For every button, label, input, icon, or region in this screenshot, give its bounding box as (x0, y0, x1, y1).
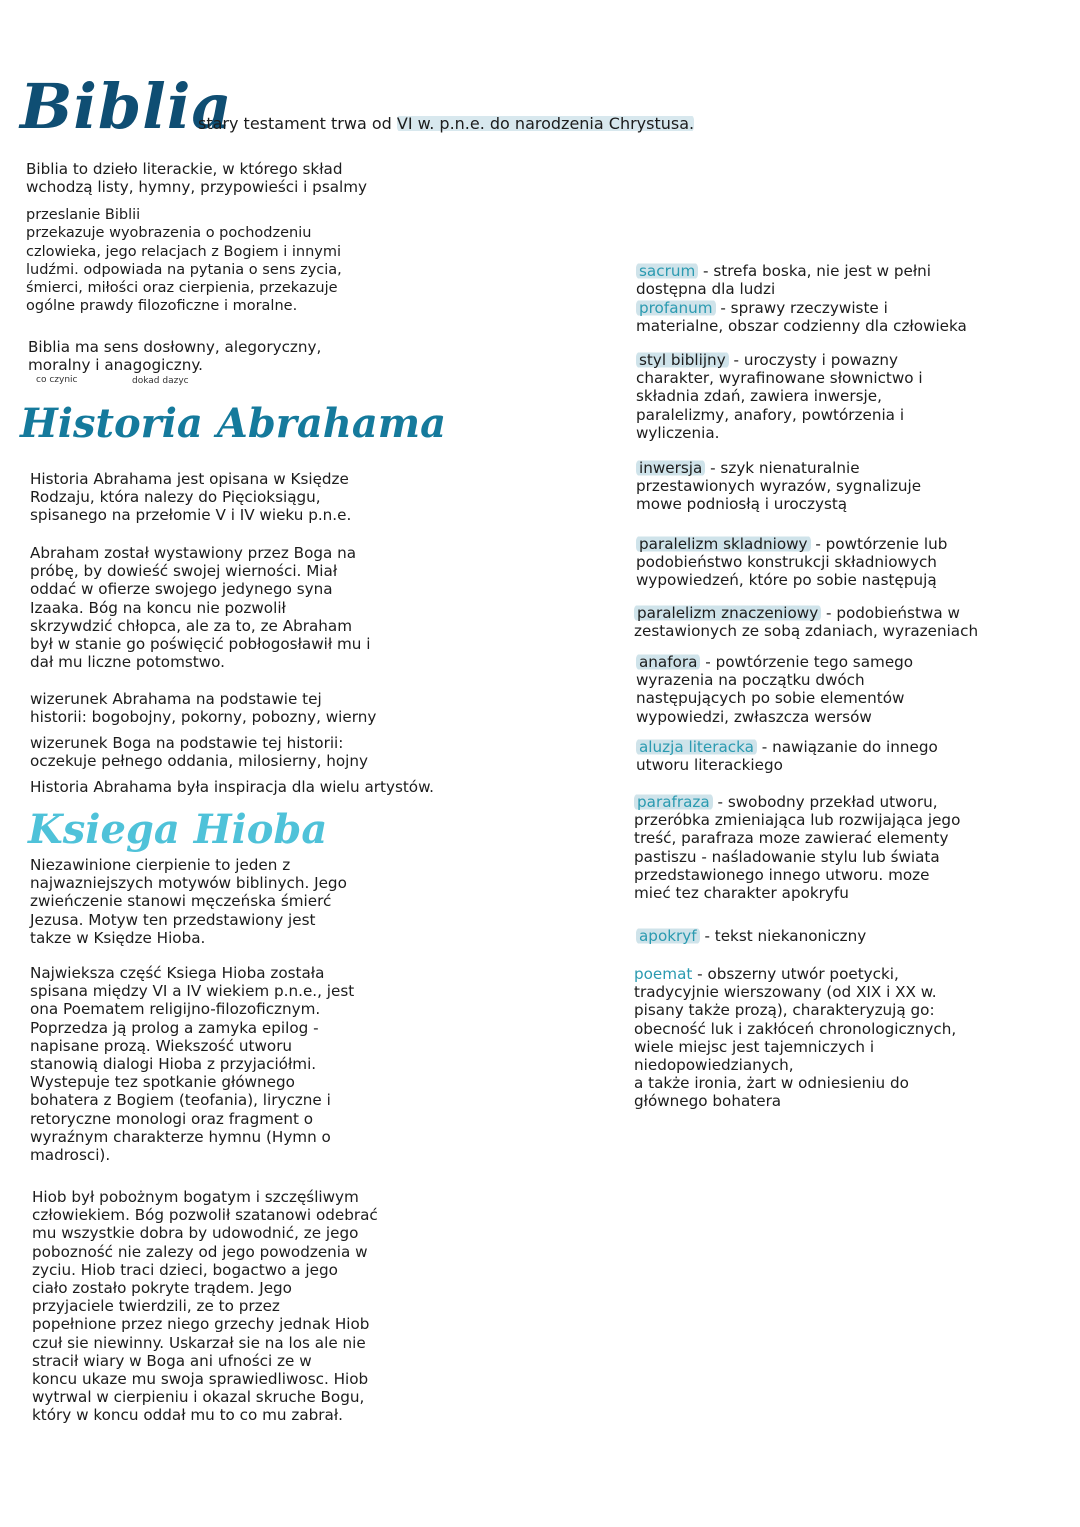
hiob-title: Ksiega Hioba (28, 806, 328, 853)
abraham-paragraph-1: Historia Abrahama jest opisana w Księdze Rodzaju, która nalezy do Pięcioksiągu, spisanego na przełomie V i IV wieku p.n.e. (30, 470, 352, 525)
biblia-title: Biblia (20, 70, 233, 143)
term-sacrum: sacrum - strefa boska, nie jest w pełni dostępna dla ludzi (636, 262, 931, 299)
abraham-paragraph-3: wizerunek Abrahama na podstawie tej historii: bogobojny, pokorny, pobozny, wierny (30, 690, 377, 727)
term-profanum: profanum - sprawy rzeczywiste i materialne, obszar codzienny dla człowieka (636, 299, 967, 336)
biblia-subtitle: stary testament trwa od VI w. p.n.e. do narodzenia Chrystusa. (198, 114, 695, 133)
term-apokryf: apokryf - tekst niekanoniczny (636, 927, 866, 945)
term-paralelizm-skladniowy: paralelizm skladniowy - powtórzenie lub podobieństwo konstrukcji składniowych wypowiedzeń, które po sobie następują (636, 535, 948, 590)
term-poemat: poemat - obszerny utwór poetycki, tradycyjnie wierszowany (od XIX i XX w. pisany także prozą), charakteryzują go: obecność luk i zakłóceń chronologicznych, wiele miejsc jest tajemniczych i niedopowiedzianych, a także ironia, żart w odniesieniu do głównego bohatera (634, 965, 957, 1111)
abraham-paragraph-5: Historia Abrahama była inspiracja dla wielu artystów. (30, 778, 434, 796)
biblia-paragraph-2: przeslanie Biblii przekazuje wyobrazenia o pochodzeniu czlowieka, jego relacjach z Bogiem i innymi ludźmi. odpowiada na pytania o sens zycia, śmierci, miłości oraz cierpienia, przekazuje ogólne prawdy filozoficzne i moralne. (26, 207, 342, 315)
hiob-paragraph-2: Najwieksza część Ksiega Hioba została spisana między VI a IV wiekiem p.n.e., jest ona Poematem religijno-filozoficznym. Poprzedza ją prolog a zamyka epilog - napisane prozą. Wiekszość utworu stanowią dialogi Hioba z przyjaciółmi. Wystepuje tez spotkanie głównego bohatera z Bogiem (teofania), liryczne i retoryczne monologi oraz fragment o wyraźnym charakterze hymnu (Hymn o madrosci). (30, 964, 355, 1165)
abraham-paragraph-4: wizerunek Boga na podstawie tej historii: oczekuje pełnego oddania, milosierny, hojny (30, 734, 369, 771)
abraham-paragraph-2: Abraham został wystawiony przez Boga na próbę, by dowieść swojej wierności. Miał oddać w ofierze swojego jedynego syna Izaaka. Bóg na koncu nie pozwolił skrzywdzić chłopca, ale za to, ze Abraham był w stanie go poświęcić pobłogosławił mu i dał mu liczne potomstwo. (30, 544, 371, 672)
biblia-note-anagogic: dokad dazyc (132, 376, 189, 386)
biblia-note-moral: co czynic (36, 375, 78, 385)
hiob-paragraph-3: Hiob był pobożnym bogatym i szczęśliwym człowiekiem. Bóg pozwolił szatanowi odebrać mu wszystkie dobra by udowodnić, ze jego pobozność nie zalezy od jego powodzenia w zyciu. Hiob traci dzieci, bogactwo a jego ciało zostało pokryte trądem. Jego przyjaciele twierdzili, ze to przez popełnione przez niego grzechy jednak Hiob czuł sie niewinny. Uskarzał sie na los ale nie stracił wiary w Boga ani ufności ze w koncu ukaze mu swoja sprawiedliwosc. Hiob wytrwal w cierpieniu i okazal skruche Bogu, który w koncu oddał mu to co mu zabrał. (32, 1188, 378, 1425)
term-styl-biblijny: styl biblijny - uroczysty i powazny charakter, wyrafinowane słownictwo i składnia zdań, zawiera inwersje, paralelizmy, anafory, powtórzenia i wyliczenia. (636, 351, 923, 442)
biblia-paragraph-3: Biblia ma sens dosłowny, alegoryczny, moralny i anagogiczny. (28, 338, 322, 375)
hiob-paragraph-1: Niezawinione cierpienie to jeden z najwazniejszych motywów biblinych. Jego zwieńczenie stanowi męczeńska śmierć Jezusa. Motyw ten przedstawiony jest takze w Księdze Hioba. (30, 856, 347, 947)
term-paralelizm-znaczeniowy: paralelizm znaczeniowy - podobieństwa w zestawionych ze sobą zdaniach, wyrazeniach (634, 604, 979, 641)
term-inwersja: inwersja - szyk nienaturalnie przestawionych wyrazów, sygnalizuje mowe podniosłą i uroczystą (636, 459, 922, 514)
biblia-paragraph-1: Biblia to dzieło literackie, w którego skład wchodzą listy, hymny, przypowieści i psalmy (26, 160, 368, 197)
term-anafora: anafora - powtórzenie tego samego wyrazenia na początku dwóch następujących po sobie elementów wypowiedzi, zwłaszcza wersów (636, 653, 914, 726)
term-parafraza: parafraza - swobodny przekład utworu, przeróbka zmieniająca lub rozwijająca jego treść, parafraza moze zawierać elementy pastiszu - naśladowanie stylu lub świata przedstawionego innego utworu. moze mieć tez charakter apokryfu (634, 793, 961, 903)
term-aluzja-literacka: aluzja literacka - nawiązanie do innego utworu literackiego (636, 738, 938, 775)
abraham-title: Historia Abrahama (20, 400, 447, 447)
